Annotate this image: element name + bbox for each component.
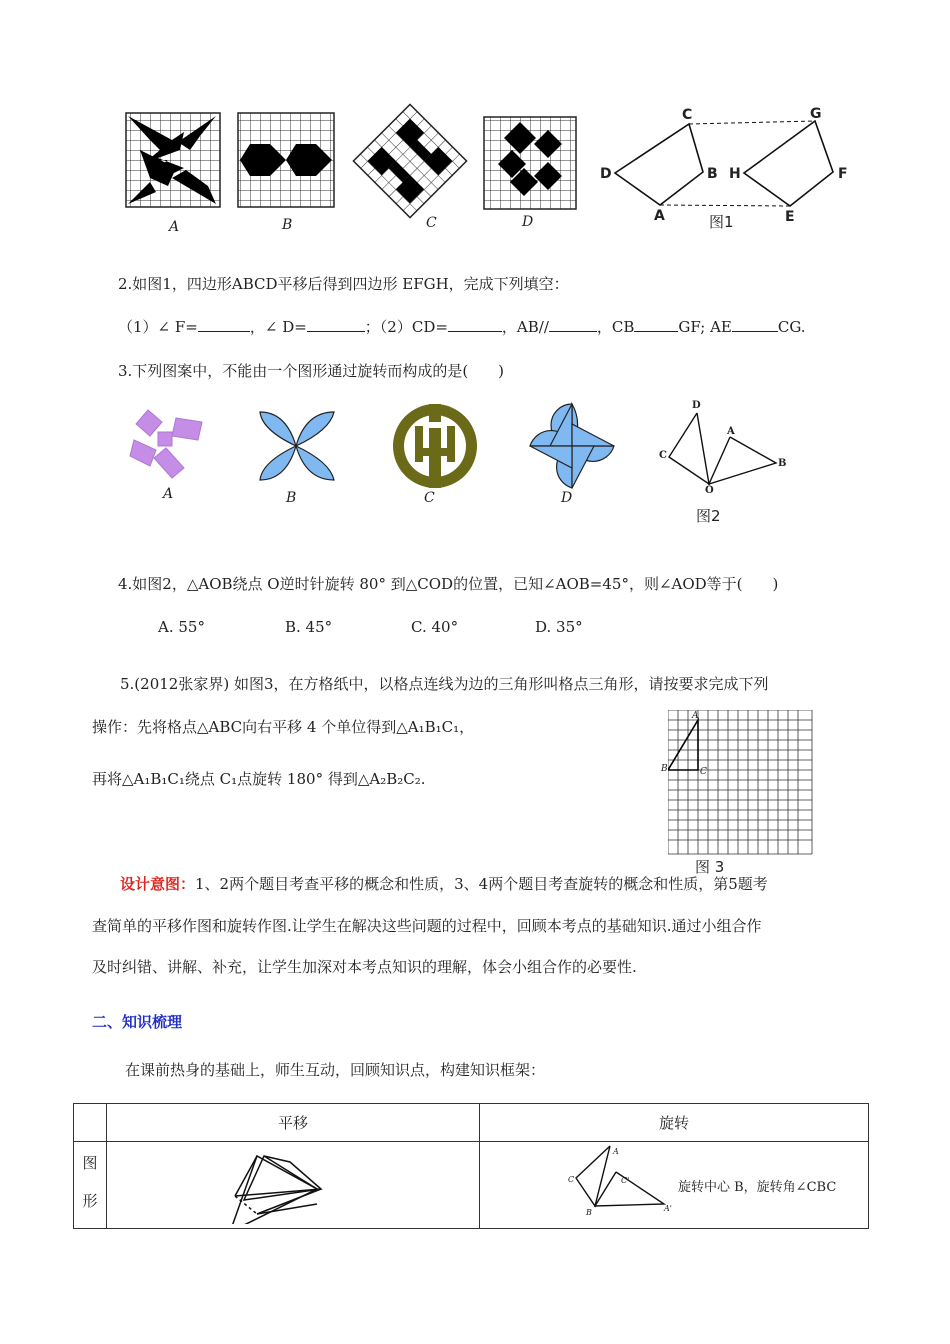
pt2-B: B: [778, 458, 787, 469]
label-fig-a: A: [169, 219, 180, 235]
pt2-D: D: [692, 400, 701, 411]
pt-H: H: [729, 166, 741, 182]
q3-figures: [0, 390, 950, 530]
grid-pt-B: B: [661, 764, 668, 774]
col-header-translation: 平移: [107, 1104, 480, 1142]
q4-option-a[interactable]: A. 55°: [158, 618, 205, 636]
pattern-c: [393, 404, 477, 488]
q2-part1b: ，∠ D=: [249, 318, 307, 336]
q1-figures: [0, 0, 950, 245]
q4-stem: 4.如图2，△AOB绕点 O逆时针旋转 80° 到△COD的位置，已知∠AOB=45°，则∠AOD等于( ): [118, 575, 779, 593]
label-fig-b: B: [282, 217, 293, 233]
prism-figure: [107, 1142, 479, 1224]
rot-pt-A: A: [613, 1147, 619, 1156]
pattern-a: [130, 410, 202, 478]
figure-1-quadrilaterals: [615, 121, 833, 206]
grid-pt-C: C: [700, 767, 707, 777]
row-label: [74, 1142, 107, 1229]
label-pattern-b: B: [286, 490, 297, 506]
figure-d: [484, 117, 576, 209]
translation-cell: [107, 1142, 480, 1229]
blank-ae[interactable]: [732, 317, 778, 332]
col-header-rotation: 旋转: [480, 1104, 869, 1142]
q4-option-b[interactable]: B. 45°: [285, 618, 333, 636]
figure-3-caption: 图 3: [695, 858, 725, 876]
design-intent-text1: 1、2两个题目考查平移的概念和性质，3、4两个题目考查旋转的概念和性质，第5题考: [195, 875, 768, 893]
pt-F: F: [838, 166, 848, 182]
row-label-1: 图: [82, 1154, 98, 1172]
figure-2-caption: 图2: [696, 507, 721, 525]
pt2-A: A: [727, 426, 735, 437]
q2-part5: GF; AE: [678, 318, 732, 336]
q4-option-d[interactable]: D. 35°: [535, 618, 583, 636]
rot-pt-C: C: [568, 1175, 575, 1184]
knowledge-table: [73, 1103, 869, 1229]
grid-pt-A: A: [692, 711, 699, 721]
q4-option-c[interactable]: C. 40°: [411, 618, 459, 636]
rot-pt-A1: A': [664, 1204, 672, 1213]
rotation-cell: [480, 1142, 869, 1229]
label-fig-d: D: [522, 214, 534, 230]
q3-stem: 3.下列图案中，不能由一个图形通过旋转而构成的是( ): [118, 362, 505, 380]
q5-line2: 操作：先将格点△ABC向右平移 4 个单位得到△A₁B₁C₁，: [92, 718, 475, 736]
pt-C: C: [682, 107, 693, 123]
figure-3-grid: [668, 710, 814, 856]
q5-line1: 5.(2012张家界) 如图3，在方格纸中，以格点连线为边的三角形叫格点三角形，请按要求完成下列: [120, 675, 769, 693]
figure-2: [669, 413, 776, 484]
figure-c: [353, 104, 466, 217]
label-pattern-d: D: [561, 490, 573, 506]
design-intent-label: 设计意图：: [120, 875, 196, 893]
label-pattern-c: C: [424, 490, 435, 506]
q2-stem: 2.如图1，四边形ABCD平移后得到四边形 EFGH，完成下列填空：: [118, 275, 569, 293]
blank-cb[interactable]: [634, 317, 678, 332]
pt-D: D: [600, 166, 612, 182]
pt-G: G: [810, 106, 822, 122]
q2-part4: ，CB: [596, 318, 635, 336]
rot-pt-C1: C': [621, 1176, 630, 1185]
q2-part2: ；（2）CD=: [364, 318, 448, 336]
pt2-O: O: [705, 485, 714, 496]
design-intent-line3: 及时纠错、讲解、补充，让学生加深对本考点知识的理解，体会小组合作的必要性.: [92, 958, 637, 976]
blank-angle-d[interactable]: [307, 317, 365, 332]
pt-A: A: [654, 208, 665, 224]
q2-part3: ，AB//: [501, 318, 549, 336]
q2-part1a: （1）∠ F=: [118, 318, 198, 336]
q2-part6: CG.: [777, 318, 806, 336]
blank-ab[interactable]: [549, 317, 597, 332]
label-fig-c: C: [426, 215, 437, 231]
rotation-note: 旋转中心 B，旋转角∠CBC: [678, 1180, 837, 1195]
blank-angle-f[interactable]: [198, 317, 250, 332]
design-intent-line2: 查简单的平移作图和旋转作图.让学生在解决这些问题的过程中，回顾本考点的基础知识.通过小组合作: [92, 917, 762, 935]
section-intro: 在课前热身的基础上，师生互动，回顾知识点，构建知识框架：: [125, 1061, 546, 1079]
label-pattern-a: A: [163, 486, 174, 502]
pattern-d: [530, 404, 614, 488]
design-intent-line1: [120, 873, 768, 894]
pattern-b: [260, 412, 334, 480]
figure-1-caption: 图1: [709, 213, 734, 231]
table-corner: [74, 1104, 107, 1142]
blank-cd[interactable]: [448, 317, 502, 332]
q2-fill-blanks: [118, 316, 806, 337]
pt-B: B: [707, 166, 718, 182]
section-heading: 二、知识梳理: [92, 1013, 183, 1031]
row-label-2: 形: [82, 1192, 98, 1210]
q5-line3: 再将△A₁B₁C₁绕点 C₁点旋转 180° 得到△A₂B₂C₂.: [92, 770, 426, 788]
pt2-C: C: [659, 450, 667, 461]
rot-pt-B: B: [586, 1208, 592, 1217]
pt-E: E: [785, 209, 795, 225]
figure-b: [238, 113, 334, 207]
figure-a: [126, 113, 220, 207]
